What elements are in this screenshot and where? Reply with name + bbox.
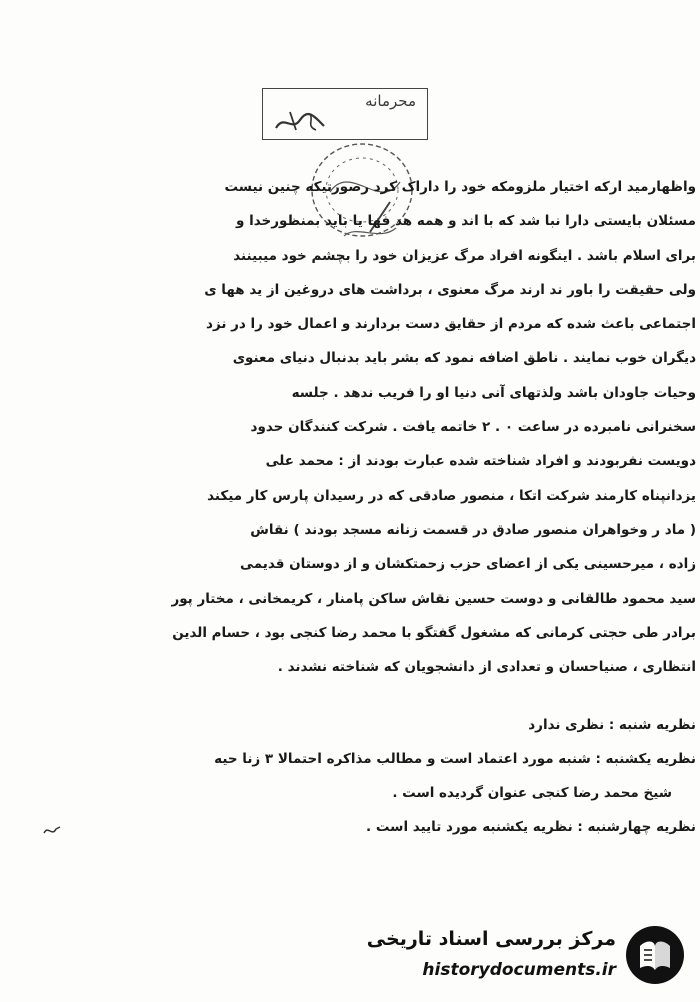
body-line: دیگران خوب نمایند . ناطق اضافه نمود که بشر باید بدنبال دنیای معنوی	[232, 350, 696, 367]
body-line: سخنرانی نامبرده در ساعت ۰ . ۲ خاتمه یافت . شرکت کنندگان حدود	[250, 419, 696, 436]
body-line: مسئلان بایستی دارا نبا شد که با اند و همه هد فها یا باید بمنظورخدا و	[235, 213, 696, 230]
watermark-title: مرکز بررسی اسناد تاریخی	[366, 928, 616, 950]
body-line: واظهارمید ارکه اختیار ملزومکه خود را داراک کرد رصورتیکه چنین نیست	[224, 179, 696, 195]
body-line: یزدانپناه کارمند شرکت اتکا ، منصور صادقی که در رسیدان پارس کار میکند	[207, 487, 696, 504]
body-line: سید محمود طالقانی و دوست حسین نقاش ساکن پامنار ، کریمخانی ، مختار پور	[171, 590, 696, 607]
archive-watermark	[366, 924, 686, 994]
body-line: دویست نفربودند و افراد شناخته شده عبارت بودند از : محمد علی	[265, 453, 696, 470]
opinions-section	[40, 708, 696, 844]
opinion-sunday-continued: شیخ محمد رضا کنجی عنوان گردیده است .	[392, 785, 672, 801]
margin-tick-mark	[42, 823, 62, 839]
opinion-saturday: نظریه شنبه : نظری ندارد	[528, 717, 696, 733]
body-line: ( ماد ر وخواهران منصور صادق در قسمت زنانه مسجد بودند ) نقاش	[250, 521, 696, 538]
body-line: انتظاری ، صنیاحسان و تعدادی از دانشجویان که شناخته نشدند .	[277, 659, 696, 676]
opinion-sunday: نظریه یکشنبه : شنبه مورد اعتماد است و مطالب مذاکره احتمالا ۳ زنا حیه	[214, 751, 696, 767]
stamp-label: محرمانه	[365, 92, 416, 110]
body-line: ولی حقیقت را باور ند ارند مرگ معنوی ، برداشت های دروغین از ید هها ی	[204, 281, 696, 298]
opinion-wednesday: نظریه چهارشنبه : نظریه یکشنبه مورد تایید است .	[366, 819, 696, 835]
watermark-url: historydocuments.ir	[422, 960, 616, 980]
body-line: وحیات جاودان باشد ولذتهای آنی دنیا او را فریب ندهد . جلسه	[291, 384, 696, 401]
body-line: برادر طی حجتی کرمانی که مشغول گفتگو با محمد رضا کنجی بود ، حسام الدین	[172, 624, 696, 641]
body-line: برای اسلام باشد . اینگونه افراد مرگ عزیزان خود را بچشم خود میبینند	[233, 247, 696, 264]
archive-logo-icon	[624, 924, 686, 986]
body-line: اجتماعی باعث شده که مردم از حقایق دست بردارند و اعمال خود را در نزد	[206, 316, 696, 333]
body-line: زاده ، میرحسینی یکی از اعضای حزب زحمتکشان و از دوستان قدیمی	[240, 556, 696, 573]
report-body	[60, 170, 696, 684]
